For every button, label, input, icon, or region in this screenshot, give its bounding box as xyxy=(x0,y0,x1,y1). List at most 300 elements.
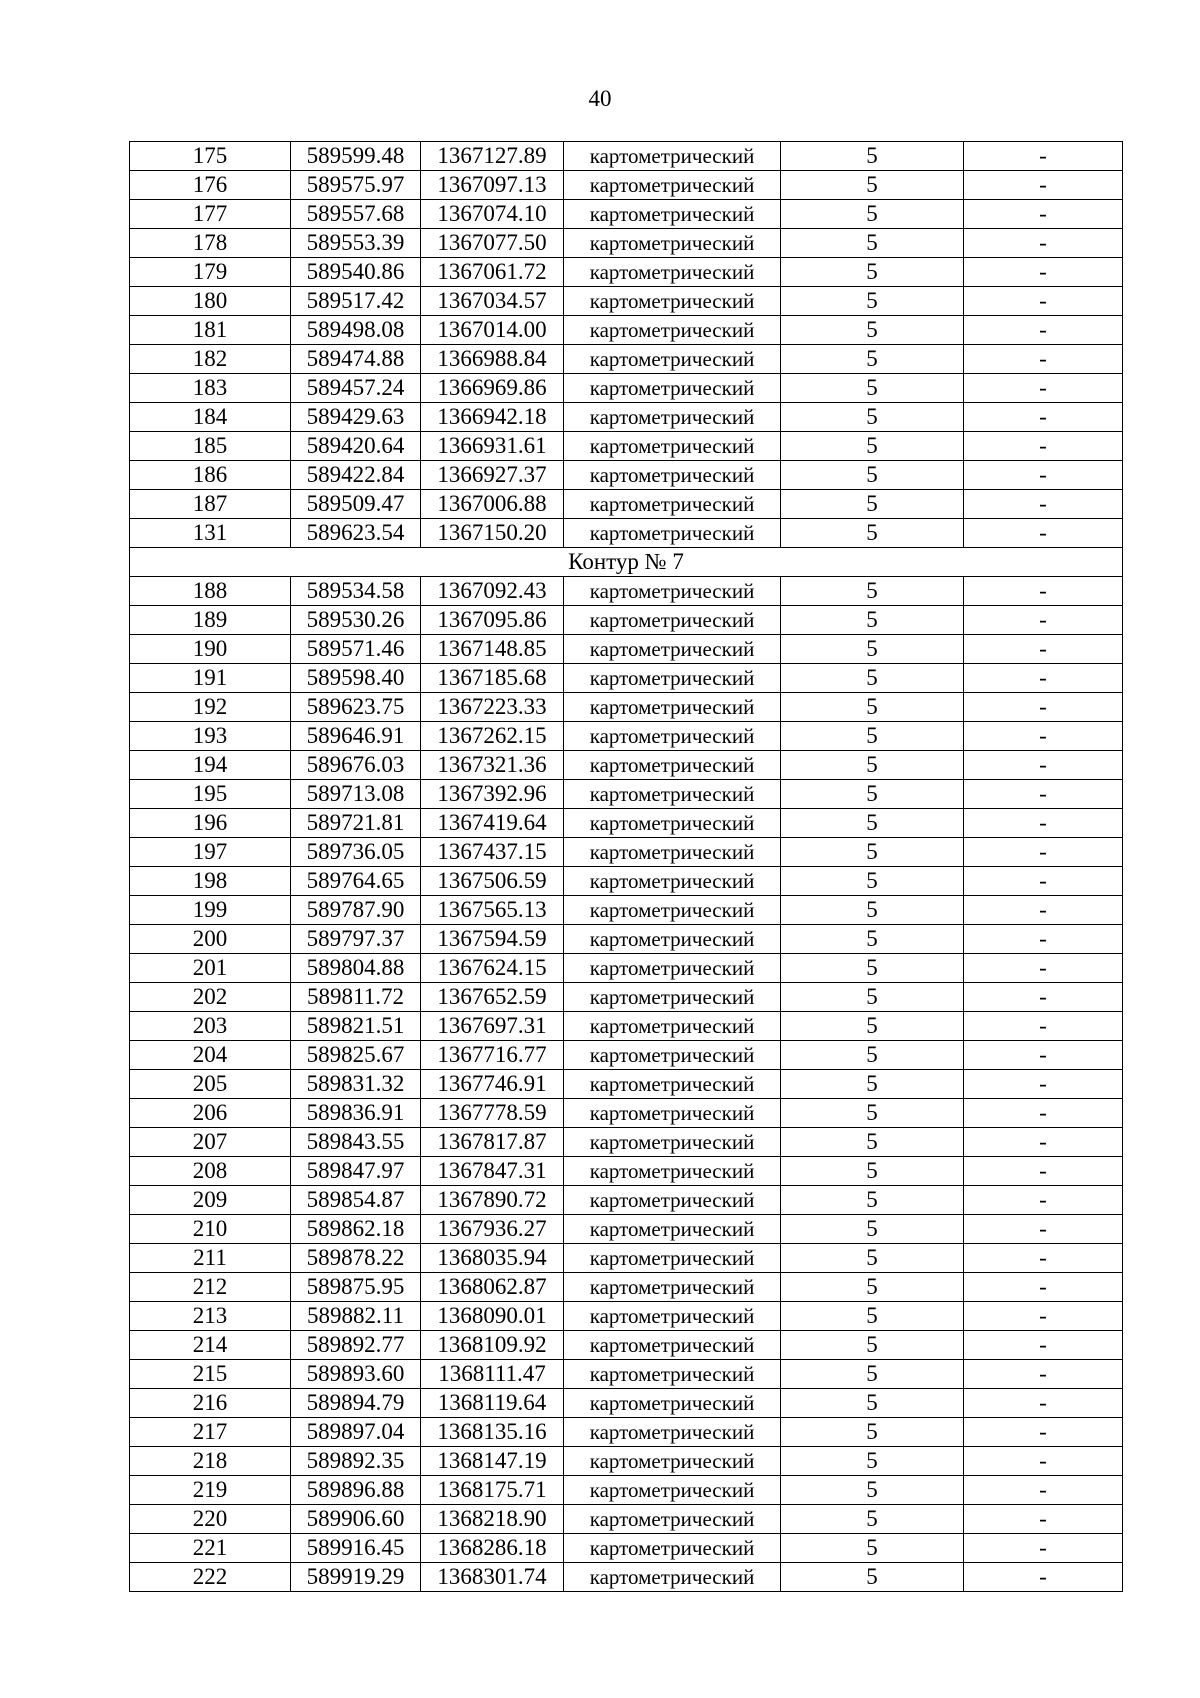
cell-note: - xyxy=(964,1128,1123,1157)
cell-note: - xyxy=(964,954,1123,983)
cell-note: - xyxy=(964,1360,1123,1389)
cell-note: - xyxy=(964,1041,1123,1070)
cell-point-number: 218 xyxy=(130,1447,291,1476)
cell-note: - xyxy=(964,345,1123,374)
cell-accuracy: 5 xyxy=(781,751,964,780)
cell-method: картометрический xyxy=(564,171,781,200)
cell-point-number: 205 xyxy=(130,1070,291,1099)
cell-note: - xyxy=(964,142,1123,171)
cell-x-coordinate: 589571.46 xyxy=(291,635,421,664)
cell-y-coordinate: 1368035.94 xyxy=(421,1244,564,1273)
table-row xyxy=(130,403,1123,432)
cell-point-number: 204 xyxy=(130,1041,291,1070)
cell-accuracy: 5 xyxy=(781,838,964,867)
cell-y-coordinate: 1367077.50 xyxy=(421,229,564,258)
cell-y-coordinate: 1367014.00 xyxy=(421,316,564,345)
cell-x-coordinate: 589854.87 xyxy=(291,1186,421,1215)
cell-point-number: 186 xyxy=(130,461,291,490)
cell-x-coordinate: 589540.86 xyxy=(291,258,421,287)
table-row xyxy=(130,809,1123,838)
cell-y-coordinate: 1368109.92 xyxy=(421,1331,564,1360)
cell-x-coordinate: 589713.08 xyxy=(291,780,421,809)
table-row xyxy=(130,751,1123,780)
table-row xyxy=(130,1128,1123,1157)
cell-accuracy: 5 xyxy=(781,1389,964,1418)
cell-method: картометрический xyxy=(564,1447,781,1476)
cell-x-coordinate: 589843.55 xyxy=(291,1128,421,1157)
cell-y-coordinate: 1367061.72 xyxy=(421,258,564,287)
cell-y-coordinate: 1368111.47 xyxy=(421,1360,564,1389)
cell-x-coordinate: 589821.51 xyxy=(291,1012,421,1041)
table-row xyxy=(130,722,1123,751)
cell-note: - xyxy=(964,1302,1123,1331)
cell-method: картометрический xyxy=(564,925,781,954)
cell-y-coordinate: 1366931.61 xyxy=(421,432,564,461)
cell-method: картометрический xyxy=(564,1157,781,1186)
cell-x-coordinate: 589530.26 xyxy=(291,606,421,635)
table-row xyxy=(130,867,1123,896)
cell-x-coordinate: 589896.88 xyxy=(291,1476,421,1505)
cell-method: картометрический xyxy=(564,1534,781,1563)
cell-note: - xyxy=(964,722,1123,751)
cell-accuracy: 5 xyxy=(781,1360,964,1389)
cell-accuracy: 5 xyxy=(781,1331,964,1360)
cell-note: - xyxy=(964,751,1123,780)
cell-method: картометрический xyxy=(564,1273,781,1302)
cell-method: картометрический xyxy=(564,490,781,519)
cell-note: - xyxy=(964,1505,1123,1534)
cell-note: - xyxy=(964,1389,1123,1418)
cell-accuracy: 5 xyxy=(781,403,964,432)
cell-method: картометрический xyxy=(564,519,781,548)
cell-note: - xyxy=(964,1418,1123,1447)
cell-y-coordinate: 1367148.85 xyxy=(421,635,564,664)
cell-point-number: 178 xyxy=(130,229,291,258)
cell-x-coordinate: 589575.97 xyxy=(291,171,421,200)
cell-y-coordinate: 1368175.71 xyxy=(421,1476,564,1505)
cell-point-number: 219 xyxy=(130,1476,291,1505)
cell-method: картометрический xyxy=(564,200,781,229)
cell-point-number: 207 xyxy=(130,1128,291,1157)
cell-accuracy: 5 xyxy=(781,1273,964,1302)
cell-accuracy: 5 xyxy=(781,693,964,722)
cell-point-number: 217 xyxy=(130,1418,291,1447)
cell-note: - xyxy=(964,1273,1123,1302)
cell-point-number: 206 xyxy=(130,1099,291,1128)
cell-x-coordinate: 589847.97 xyxy=(291,1157,421,1186)
cell-x-coordinate: 589420.64 xyxy=(291,432,421,461)
cell-note: - xyxy=(964,1012,1123,1041)
cell-note: - xyxy=(964,1563,1123,1592)
table-row xyxy=(130,519,1123,548)
table-row xyxy=(130,490,1123,519)
coordinates-table xyxy=(129,141,1123,1592)
cell-point-number: 187 xyxy=(130,490,291,519)
cell-x-coordinate: 589676.03 xyxy=(291,751,421,780)
cell-note: - xyxy=(964,635,1123,664)
cell-accuracy: 5 xyxy=(781,142,964,171)
cell-method: картометрический xyxy=(564,1302,781,1331)
cell-method: картометрический xyxy=(564,1215,781,1244)
cell-x-coordinate: 589836.91 xyxy=(291,1099,421,1128)
cell-note: - xyxy=(964,1331,1123,1360)
cell-method: картометрический xyxy=(564,664,781,693)
cell-y-coordinate: 1367006.88 xyxy=(421,490,564,519)
cell-x-coordinate: 589721.81 xyxy=(291,809,421,838)
cell-accuracy: 5 xyxy=(781,1505,964,1534)
cell-note: - xyxy=(964,1447,1123,1476)
cell-accuracy: 5 xyxy=(781,867,964,896)
cell-note: - xyxy=(964,1476,1123,1505)
cell-point-number: 198 xyxy=(130,867,291,896)
cell-accuracy: 5 xyxy=(781,1012,964,1041)
cell-method: картометрический xyxy=(564,229,781,258)
cell-accuracy: 5 xyxy=(781,1041,964,1070)
table-row xyxy=(130,780,1123,809)
cell-x-coordinate: 589764.65 xyxy=(291,867,421,896)
cell-accuracy: 5 xyxy=(781,1418,964,1447)
cell-method: картометрический xyxy=(564,635,781,664)
cell-method: картометрический xyxy=(564,345,781,374)
table-row xyxy=(130,229,1123,258)
table-row xyxy=(130,1186,1123,1215)
cell-y-coordinate: 1368301.74 xyxy=(421,1563,564,1592)
cell-y-coordinate: 1367594.59 xyxy=(421,925,564,954)
table-row xyxy=(130,171,1123,200)
cell-point-number: 195 xyxy=(130,780,291,809)
cell-note: - xyxy=(964,374,1123,403)
cell-point-number: 191 xyxy=(130,664,291,693)
cell-y-coordinate: 1367074.10 xyxy=(421,200,564,229)
cell-x-coordinate: 589457.24 xyxy=(291,374,421,403)
cell-method: картометрический xyxy=(564,606,781,635)
cell-y-coordinate: 1368218.90 xyxy=(421,1505,564,1534)
cell-y-coordinate: 1367095.86 xyxy=(421,606,564,635)
cell-y-coordinate: 1366988.84 xyxy=(421,345,564,374)
cell-accuracy: 5 xyxy=(781,1476,964,1505)
cell-x-coordinate: 589897.04 xyxy=(291,1418,421,1447)
cell-y-coordinate: 1367034.57 xyxy=(421,287,564,316)
cell-point-number: 188 xyxy=(130,577,291,606)
table-row xyxy=(130,1447,1123,1476)
cell-y-coordinate: 1367890.72 xyxy=(421,1186,564,1215)
cell-x-coordinate: 589646.91 xyxy=(291,722,421,751)
cell-point-number: 220 xyxy=(130,1505,291,1534)
cell-accuracy: 5 xyxy=(781,1186,964,1215)
cell-note: - xyxy=(964,983,1123,1012)
cell-x-coordinate: 589598.40 xyxy=(291,664,421,693)
cell-point-number: 179 xyxy=(130,258,291,287)
cell-note: - xyxy=(964,1244,1123,1273)
cell-y-coordinate: 1367778.59 xyxy=(421,1099,564,1128)
cell-y-coordinate: 1367936.27 xyxy=(421,1215,564,1244)
cell-y-coordinate: 1366942.18 xyxy=(421,403,564,432)
cell-x-coordinate: 589557.68 xyxy=(291,200,421,229)
cell-note: - xyxy=(964,519,1123,548)
cell-accuracy: 5 xyxy=(781,722,964,751)
cell-x-coordinate: 589623.75 xyxy=(291,693,421,722)
cell-method: картометрический xyxy=(564,1389,781,1418)
cell-accuracy: 5 xyxy=(781,1244,964,1273)
cell-note: - xyxy=(964,461,1123,490)
cell-method: картометрический xyxy=(564,374,781,403)
cell-accuracy: 5 xyxy=(781,490,964,519)
cell-accuracy: 5 xyxy=(781,316,964,345)
cell-point-number: 221 xyxy=(130,1534,291,1563)
cell-accuracy: 5 xyxy=(781,171,964,200)
cell-y-coordinate: 1367223.33 xyxy=(421,693,564,722)
cell-accuracy: 5 xyxy=(781,896,964,925)
cell-x-coordinate: 589916.45 xyxy=(291,1534,421,1563)
cell-y-coordinate: 1367652.59 xyxy=(421,983,564,1012)
table-row xyxy=(130,1302,1123,1331)
page-number: 40 xyxy=(588,86,612,111)
cell-point-number: 192 xyxy=(130,693,291,722)
cell-y-coordinate: 1367262.15 xyxy=(421,722,564,751)
cell-accuracy: 5 xyxy=(781,1534,964,1563)
cell-method: картометрический xyxy=(564,1505,781,1534)
cell-y-coordinate: 1367847.31 xyxy=(421,1157,564,1186)
cell-x-coordinate: 589517.42 xyxy=(291,287,421,316)
cell-point-number: 180 xyxy=(130,287,291,316)
cell-x-coordinate: 589787.90 xyxy=(291,896,421,925)
cell-accuracy: 5 xyxy=(781,1447,964,1476)
cell-accuracy: 5 xyxy=(781,983,964,1012)
table-row xyxy=(130,635,1123,664)
cell-accuracy: 5 xyxy=(781,345,964,374)
contour-label: Контур № 7 xyxy=(130,548,1123,577)
cell-y-coordinate: 1367746.91 xyxy=(421,1070,564,1099)
cell-y-coordinate: 1367392.96 xyxy=(421,780,564,809)
cell-y-coordinate: 1368090.01 xyxy=(421,1302,564,1331)
cell-y-coordinate: 1366969.86 xyxy=(421,374,564,403)
cell-note: - xyxy=(964,229,1123,258)
table-row xyxy=(130,664,1123,693)
cell-accuracy: 5 xyxy=(781,1099,964,1128)
table-row xyxy=(130,258,1123,287)
cell-method: картометрический xyxy=(564,287,781,316)
cell-note: - xyxy=(964,925,1123,954)
cell-x-coordinate: 589553.39 xyxy=(291,229,421,258)
cell-point-number: 185 xyxy=(130,432,291,461)
cell-method: картометрический xyxy=(564,838,781,867)
cell-point-number: 213 xyxy=(130,1302,291,1331)
cell-note: - xyxy=(964,664,1123,693)
cell-accuracy: 5 xyxy=(781,200,964,229)
cell-y-coordinate: 1367419.64 xyxy=(421,809,564,838)
cell-point-number: 181 xyxy=(130,316,291,345)
cell-accuracy: 5 xyxy=(781,606,964,635)
cell-method: картометрический xyxy=(564,316,781,345)
cell-x-coordinate: 589831.32 xyxy=(291,1070,421,1099)
cell-y-coordinate: 1368135.16 xyxy=(421,1418,564,1447)
cell-y-coordinate: 1367150.20 xyxy=(421,519,564,548)
cell-point-number: 175 xyxy=(130,142,291,171)
cell-note: - xyxy=(964,490,1123,519)
table-row xyxy=(130,1389,1123,1418)
cell-point-number: 184 xyxy=(130,403,291,432)
table-row xyxy=(130,1331,1123,1360)
table-row xyxy=(130,1563,1123,1592)
cell-point-number: 209 xyxy=(130,1186,291,1215)
cell-accuracy: 5 xyxy=(781,1070,964,1099)
cell-method: картометрический xyxy=(564,1476,781,1505)
table-row xyxy=(130,1244,1123,1273)
table-row xyxy=(130,374,1123,403)
table-row xyxy=(130,345,1123,374)
cell-method: картометрический xyxy=(564,751,781,780)
cell-y-coordinate: 1367097.13 xyxy=(421,171,564,200)
cell-method: картометрический xyxy=(564,1070,781,1099)
table-row xyxy=(130,1012,1123,1041)
cell-note: - xyxy=(964,809,1123,838)
cell-accuracy: 5 xyxy=(781,432,964,461)
cell-y-coordinate: 1367817.87 xyxy=(421,1128,564,1157)
cell-point-number: 196 xyxy=(130,809,291,838)
cell-accuracy: 5 xyxy=(781,780,964,809)
cell-y-coordinate: 1368147.19 xyxy=(421,1447,564,1476)
contour-row xyxy=(130,548,1123,577)
cell-y-coordinate: 1367506.59 xyxy=(421,867,564,896)
cell-point-number: 182 xyxy=(130,345,291,374)
cell-note: - xyxy=(964,258,1123,287)
cell-x-coordinate: 589878.22 xyxy=(291,1244,421,1273)
cell-note: - xyxy=(964,838,1123,867)
table-row xyxy=(130,606,1123,635)
cell-y-coordinate: 1368119.64 xyxy=(421,1389,564,1418)
cell-method: картометрический xyxy=(564,1563,781,1592)
cell-method: картометрический xyxy=(564,1099,781,1128)
cell-point-number: 193 xyxy=(130,722,291,751)
cell-accuracy: 5 xyxy=(781,1215,964,1244)
cell-method: картометрический xyxy=(564,142,781,171)
cell-accuracy: 5 xyxy=(781,1128,964,1157)
cell-point-number: 194 xyxy=(130,751,291,780)
cell-x-coordinate: 589894.79 xyxy=(291,1389,421,1418)
cell-note: - xyxy=(964,780,1123,809)
cell-y-coordinate: 1367624.15 xyxy=(421,954,564,983)
table-row xyxy=(130,432,1123,461)
table-row xyxy=(130,1099,1123,1128)
cell-method: картометрический xyxy=(564,809,781,838)
cell-note: - xyxy=(964,1070,1123,1099)
cell-y-coordinate: 1367437.15 xyxy=(421,838,564,867)
cell-x-coordinate: 589509.47 xyxy=(291,490,421,519)
cell-note: - xyxy=(964,1215,1123,1244)
cell-method: картометрический xyxy=(564,1012,781,1041)
table-body-after xyxy=(130,577,1123,1592)
cell-x-coordinate: 589474.88 xyxy=(291,345,421,374)
table-row xyxy=(130,287,1123,316)
cell-y-coordinate: 1367185.68 xyxy=(421,664,564,693)
cell-y-coordinate: 1367127.89 xyxy=(421,142,564,171)
cell-method: картометрический xyxy=(564,780,781,809)
cell-point-number: 197 xyxy=(130,838,291,867)
table-row xyxy=(130,577,1123,606)
cell-point-number: 176 xyxy=(130,171,291,200)
cell-y-coordinate: 1368062.87 xyxy=(421,1273,564,1302)
table-row xyxy=(130,925,1123,954)
table-row xyxy=(130,200,1123,229)
cell-note: - xyxy=(964,867,1123,896)
cell-point-number: 202 xyxy=(130,983,291,1012)
table-row xyxy=(130,1534,1123,1563)
table-row xyxy=(130,461,1123,490)
cell-x-coordinate: 589623.54 xyxy=(291,519,421,548)
cell-x-coordinate: 589825.67 xyxy=(291,1041,421,1070)
cell-y-coordinate: 1367092.43 xyxy=(421,577,564,606)
cell-accuracy: 5 xyxy=(781,258,964,287)
cell-note: - xyxy=(964,200,1123,229)
cell-note: - xyxy=(964,606,1123,635)
table-body-before xyxy=(130,142,1123,548)
cell-accuracy: 5 xyxy=(781,1563,964,1592)
cell-y-coordinate: 1368286.18 xyxy=(421,1534,564,1563)
cell-point-number: 215 xyxy=(130,1360,291,1389)
cell-method: картометрический xyxy=(564,1041,781,1070)
cell-point-number: 208 xyxy=(130,1157,291,1186)
cell-x-coordinate: 589875.95 xyxy=(291,1273,421,1302)
cell-note: - xyxy=(964,577,1123,606)
cell-method: картометрический xyxy=(564,461,781,490)
cell-x-coordinate: 589534.58 xyxy=(291,577,421,606)
cell-x-coordinate: 589906.60 xyxy=(291,1505,421,1534)
cell-method: картометрический xyxy=(564,1418,781,1447)
cell-note: - xyxy=(964,1157,1123,1186)
cell-accuracy: 5 xyxy=(781,1157,964,1186)
cell-accuracy: 5 xyxy=(781,664,964,693)
cell-method: картометрический xyxy=(564,1331,781,1360)
cell-note: - xyxy=(964,287,1123,316)
cell-method: картометрический xyxy=(564,722,781,751)
cell-point-number: 212 xyxy=(130,1273,291,1302)
cell-accuracy: 5 xyxy=(781,809,964,838)
table-row xyxy=(130,1041,1123,1070)
cell-accuracy: 5 xyxy=(781,461,964,490)
cell-note: - xyxy=(964,896,1123,925)
cell-note: - xyxy=(964,1534,1123,1563)
cell-point-number: 214 xyxy=(130,1331,291,1360)
cell-x-coordinate: 589919.29 xyxy=(291,1563,421,1592)
cell-accuracy: 5 xyxy=(781,1302,964,1331)
table-row xyxy=(130,142,1123,171)
cell-method: картометрический xyxy=(564,577,781,606)
cell-accuracy: 5 xyxy=(781,287,964,316)
cell-point-number: 131 xyxy=(130,519,291,548)
cell-method: картометрический xyxy=(564,867,781,896)
cell-accuracy: 5 xyxy=(781,925,964,954)
cell-accuracy: 5 xyxy=(781,519,964,548)
cell-y-coordinate: 1367697.31 xyxy=(421,1012,564,1041)
cell-accuracy: 5 xyxy=(781,374,964,403)
table-row xyxy=(130,1476,1123,1505)
cell-point-number: 183 xyxy=(130,374,291,403)
cell-note: - xyxy=(964,1099,1123,1128)
cell-x-coordinate: 589811.72 xyxy=(291,983,421,1012)
cell-method: картометрический xyxy=(564,1186,781,1215)
cell-point-number: 203 xyxy=(130,1012,291,1041)
cell-method: картометрический xyxy=(564,432,781,461)
cell-accuracy: 5 xyxy=(781,229,964,258)
cell-accuracy: 5 xyxy=(781,954,964,983)
table-row xyxy=(130,1273,1123,1302)
cell-y-coordinate: 1367321.36 xyxy=(421,751,564,780)
cell-x-coordinate: 589599.48 xyxy=(291,142,421,171)
table-row xyxy=(130,1215,1123,1244)
cell-x-coordinate: 589892.77 xyxy=(291,1331,421,1360)
cell-x-coordinate: 589422.84 xyxy=(291,461,421,490)
cell-method: картометрический xyxy=(564,1360,781,1389)
